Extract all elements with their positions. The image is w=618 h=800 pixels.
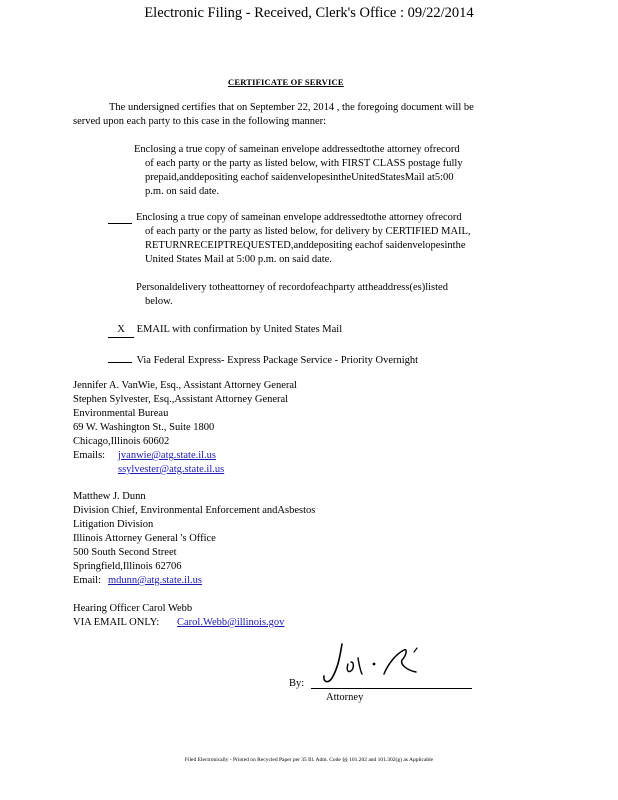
email-link-sylvester[interactable]: ssylvester@atg.state.il.us xyxy=(118,464,225,475)
recipient-line: Matthew J. Dunn xyxy=(73,491,146,502)
signature-line xyxy=(311,688,472,689)
email-link-vanwie[interactable]: jvanwie@atg.state.il.us xyxy=(118,450,217,461)
email-option-text: EMAIL with confirmation by United States Mail xyxy=(136,324,343,335)
by-label: By: xyxy=(289,678,305,689)
email-label: Email: xyxy=(73,575,101,586)
intro-line-2: served upon each party to this case in the following manner: xyxy=(73,116,327,127)
option2-line: United States Mail at 5:00 p.m. on said date. xyxy=(145,254,332,265)
recipient-address: 69 W. Washington St., Suite 1800 xyxy=(73,422,215,433)
filing-header: Electronic Filing - Received, Clerk's Office : 09/22/2014 xyxy=(144,5,474,21)
hearing-officer-line: Hearing Officer Carol Webb xyxy=(73,603,193,614)
handwritten-signature xyxy=(318,634,428,686)
option1-line: prepaid,anddepositing eachof saidenvelopesintheUnitedStatesMail at5:00 xyxy=(145,172,454,183)
email-link-webb[interactable]: Carol.Webb@illinois.gov xyxy=(177,617,285,628)
recipient-line: Environmental Bureau xyxy=(73,408,169,419)
recipient-line: Jennifer A. VanWie, Esq., Assistant Attorney General xyxy=(73,380,297,391)
footer-note: Filed Electronically - Printed on Recycled Paper per 35 Ill. Adm. Code §§ 101.202 and 101.302(g) as Applicable xyxy=(184,757,434,763)
option2-blank xyxy=(108,212,134,229)
option1-line: p.m. on said date. xyxy=(145,186,220,197)
signer-role: Attorney xyxy=(326,692,364,703)
fedex-blank xyxy=(108,351,132,363)
option3-line: below. xyxy=(145,296,173,307)
email-link-dunn[interactable]: mdunn@atg.state.il.us xyxy=(108,575,202,586)
recipient-line: Stephen Sylvester, Esq.,Assistant Attorney General xyxy=(73,394,289,405)
option2-line: Enclosing a true copy of sameinan envelope addressedtothe attorney ofrecord xyxy=(136,212,462,223)
recipient-city: Springfield,Illinois 62706 xyxy=(73,561,182,572)
option2-line: of each party or the party as listed below, for delivery by CERTIFIED MAIL, xyxy=(145,226,471,237)
fedex-option-text: Via Federal Express- Express Package Service - Priority Overnight xyxy=(136,355,419,366)
recipient-line: Illinois Attorney General 's Office xyxy=(73,533,216,544)
recipient-line: Litigation Division xyxy=(73,519,154,530)
service-option-email xyxy=(108,323,342,338)
emails-label: Emails: xyxy=(73,450,106,461)
option3-line: Personaldelivery totheattorney of recordofeachparty attheaddress(es)listed xyxy=(136,282,448,293)
document-title: CERTIFICATE OF SERVICE xyxy=(228,77,344,87)
intro-line-1: The undersigned certifies that on September 22, 2014 , the foregoing document will be xyxy=(109,102,474,113)
service-option-fedex xyxy=(108,351,418,368)
email-checked-mark: X xyxy=(108,323,134,338)
via-email-label: VIA EMAIL ONLY: xyxy=(73,617,160,628)
option2-line: RETURNRECEIPTREQUESTED,anddepositing eachof saidenvelopesinthe xyxy=(145,240,466,251)
option1-line: of each party or the party as listed below, with FIRST CLASS postage fully xyxy=(145,158,463,169)
recipient-city: Chicago,Illinois 60602 xyxy=(73,436,170,447)
recipient-address: 500 South Second Street xyxy=(73,547,177,558)
recipient-line: Division Chief, Environmental Enforcement andAsbestos xyxy=(73,505,316,516)
option1-line: Enclosing a true copy of sameinan envelope addressedtothe attorney ofrecord xyxy=(134,144,460,155)
